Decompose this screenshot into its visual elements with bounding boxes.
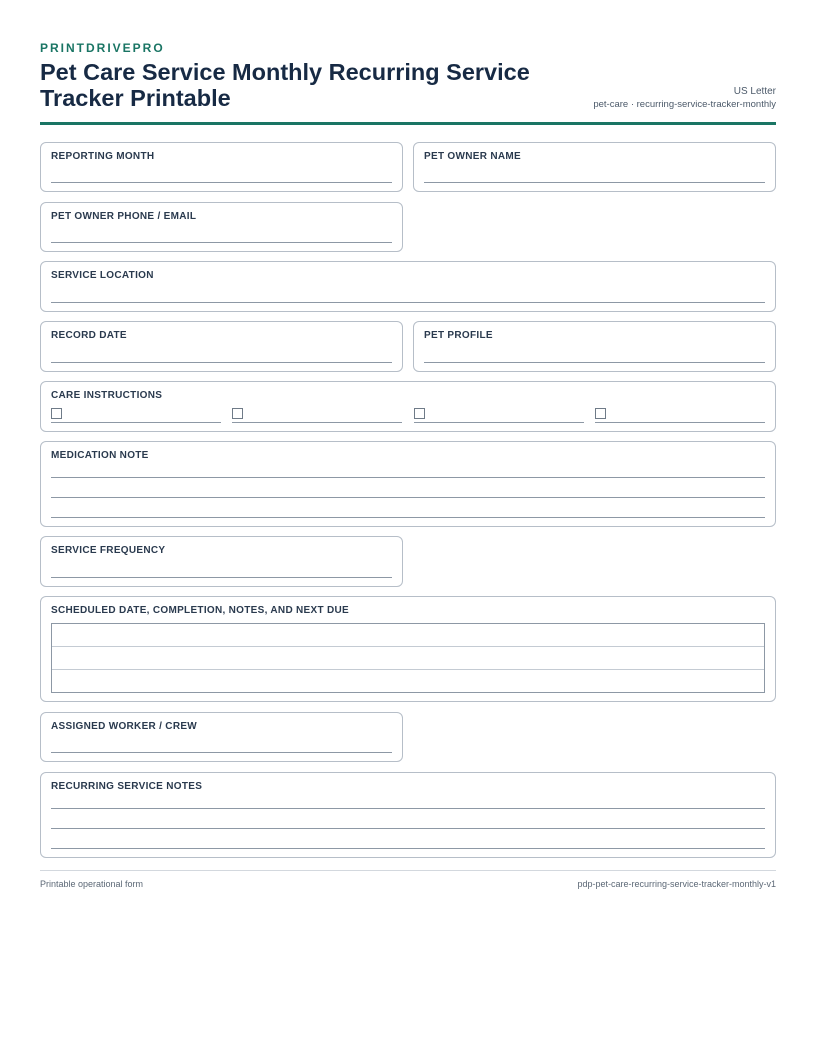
recurring-notes-field <box>40 772 776 858</box>
table-cell[interactable] <box>52 624 765 647</box>
care-instruction-checkbox-4[interactable] <box>595 408 606 419</box>
recurring-notes-label: RECURRING SERVICE NOTES <box>51 781 203 792</box>
care-instruction-checkbox-1[interactable] <box>51 408 62 419</box>
reporting-month-field <box>40 142 403 192</box>
record-date-field <box>40 321 403 372</box>
medication-note-label: MEDICATION NOTE <box>51 450 149 461</box>
pet-profile-input[interactable] <box>424 362 765 363</box>
pet-owner-contact-input[interactable] <box>51 242 392 243</box>
pet-profile-field <box>413 321 776 372</box>
service-frequency-input[interactable] <box>51 577 392 578</box>
reporting-month-input[interactable] <box>51 182 392 183</box>
schedule-table-field <box>40 596 776 702</box>
care-instruction-checkbox-3[interactable] <box>414 408 425 419</box>
footer-caption: Printable operational form <box>40 879 144 889</box>
care-instruction-line-1[interactable] <box>51 422 221 423</box>
care-instruction-checkbox-2[interactable] <box>232 408 243 419</box>
care-instruction-line-2[interactable] <box>232 422 402 423</box>
document-slug: pet-care · recurring-service-tracker-monthly <box>593 99 776 110</box>
table-row <box>52 647 765 670</box>
recurring-notes-line-3[interactable] <box>51 848 765 849</box>
record-date-label: RECORD DATE <box>51 330 127 341</box>
assigned-worker-input[interactable] <box>51 752 392 753</box>
recurring-notes-line-2[interactable] <box>51 828 765 829</box>
document-meta <box>593 85 776 111</box>
service-frequency-field <box>40 536 403 587</box>
care-instructions-field <box>40 381 776 432</box>
table-row <box>52 624 765 647</box>
pet-owner-name-field <box>413 142 776 192</box>
assigned-worker-label: ASSIGNED WORKER / CREW <box>51 721 198 732</box>
footer-form-id: pdp-pet-care-recurring-service-tracker-monthly-v1 <box>577 879 776 889</box>
care-instruction-line-4[interactable] <box>595 422 765 423</box>
service-location-input[interactable] <box>51 302 765 303</box>
service-location-field <box>40 261 776 312</box>
record-date-input[interactable] <box>51 362 392 363</box>
service-frequency-label: SERVICE FREQUENCY <box>51 545 166 556</box>
pet-owner-contact-label: PET OWNER PHONE / EMAIL <box>51 211 197 222</box>
pet-owner-name-label: PET OWNER NAME <box>424 151 521 162</box>
medication-note-line-1[interactable] <box>51 477 765 478</box>
medication-note-line-3[interactable] <box>51 517 765 518</box>
medication-note-line-2[interactable] <box>51 497 765 498</box>
assigned-worker-field <box>40 712 403 762</box>
medication-note-field <box>40 441 776 527</box>
table-row <box>52 670 765 693</box>
pet-profile-label: PET PROFILE <box>424 330 493 341</box>
care-instruction-line-3[interactable] <box>414 422 584 423</box>
footer-rule <box>40 870 776 871</box>
schedule-table <box>51 623 765 693</box>
brand-name: PRINTDRIVEPRO <box>40 41 165 55</box>
recurring-notes-line-1[interactable] <box>51 808 765 809</box>
reporting-month-label: REPORTING MONTH <box>51 151 155 162</box>
service-location-label: SERVICE LOCATION <box>51 270 154 281</box>
page-title: Pet Care Service Monthly Recurring Service Tracker Printable <box>40 59 530 111</box>
pet-owner-name-input[interactable] <box>424 182 765 183</box>
table-cell[interactable] <box>52 647 765 670</box>
pet-owner-contact-field <box>40 202 403 252</box>
care-instructions-label: CARE INSTRUCTIONS <box>51 390 163 401</box>
paper-size: US Letter <box>733 86 776 97</box>
header-rule <box>40 122 776 125</box>
table-cell[interactable] <box>52 670 765 693</box>
schedule-table-label: SCHEDULED DATE, COMPLETION, NOTES, AND NEXT DUE <box>51 605 350 616</box>
